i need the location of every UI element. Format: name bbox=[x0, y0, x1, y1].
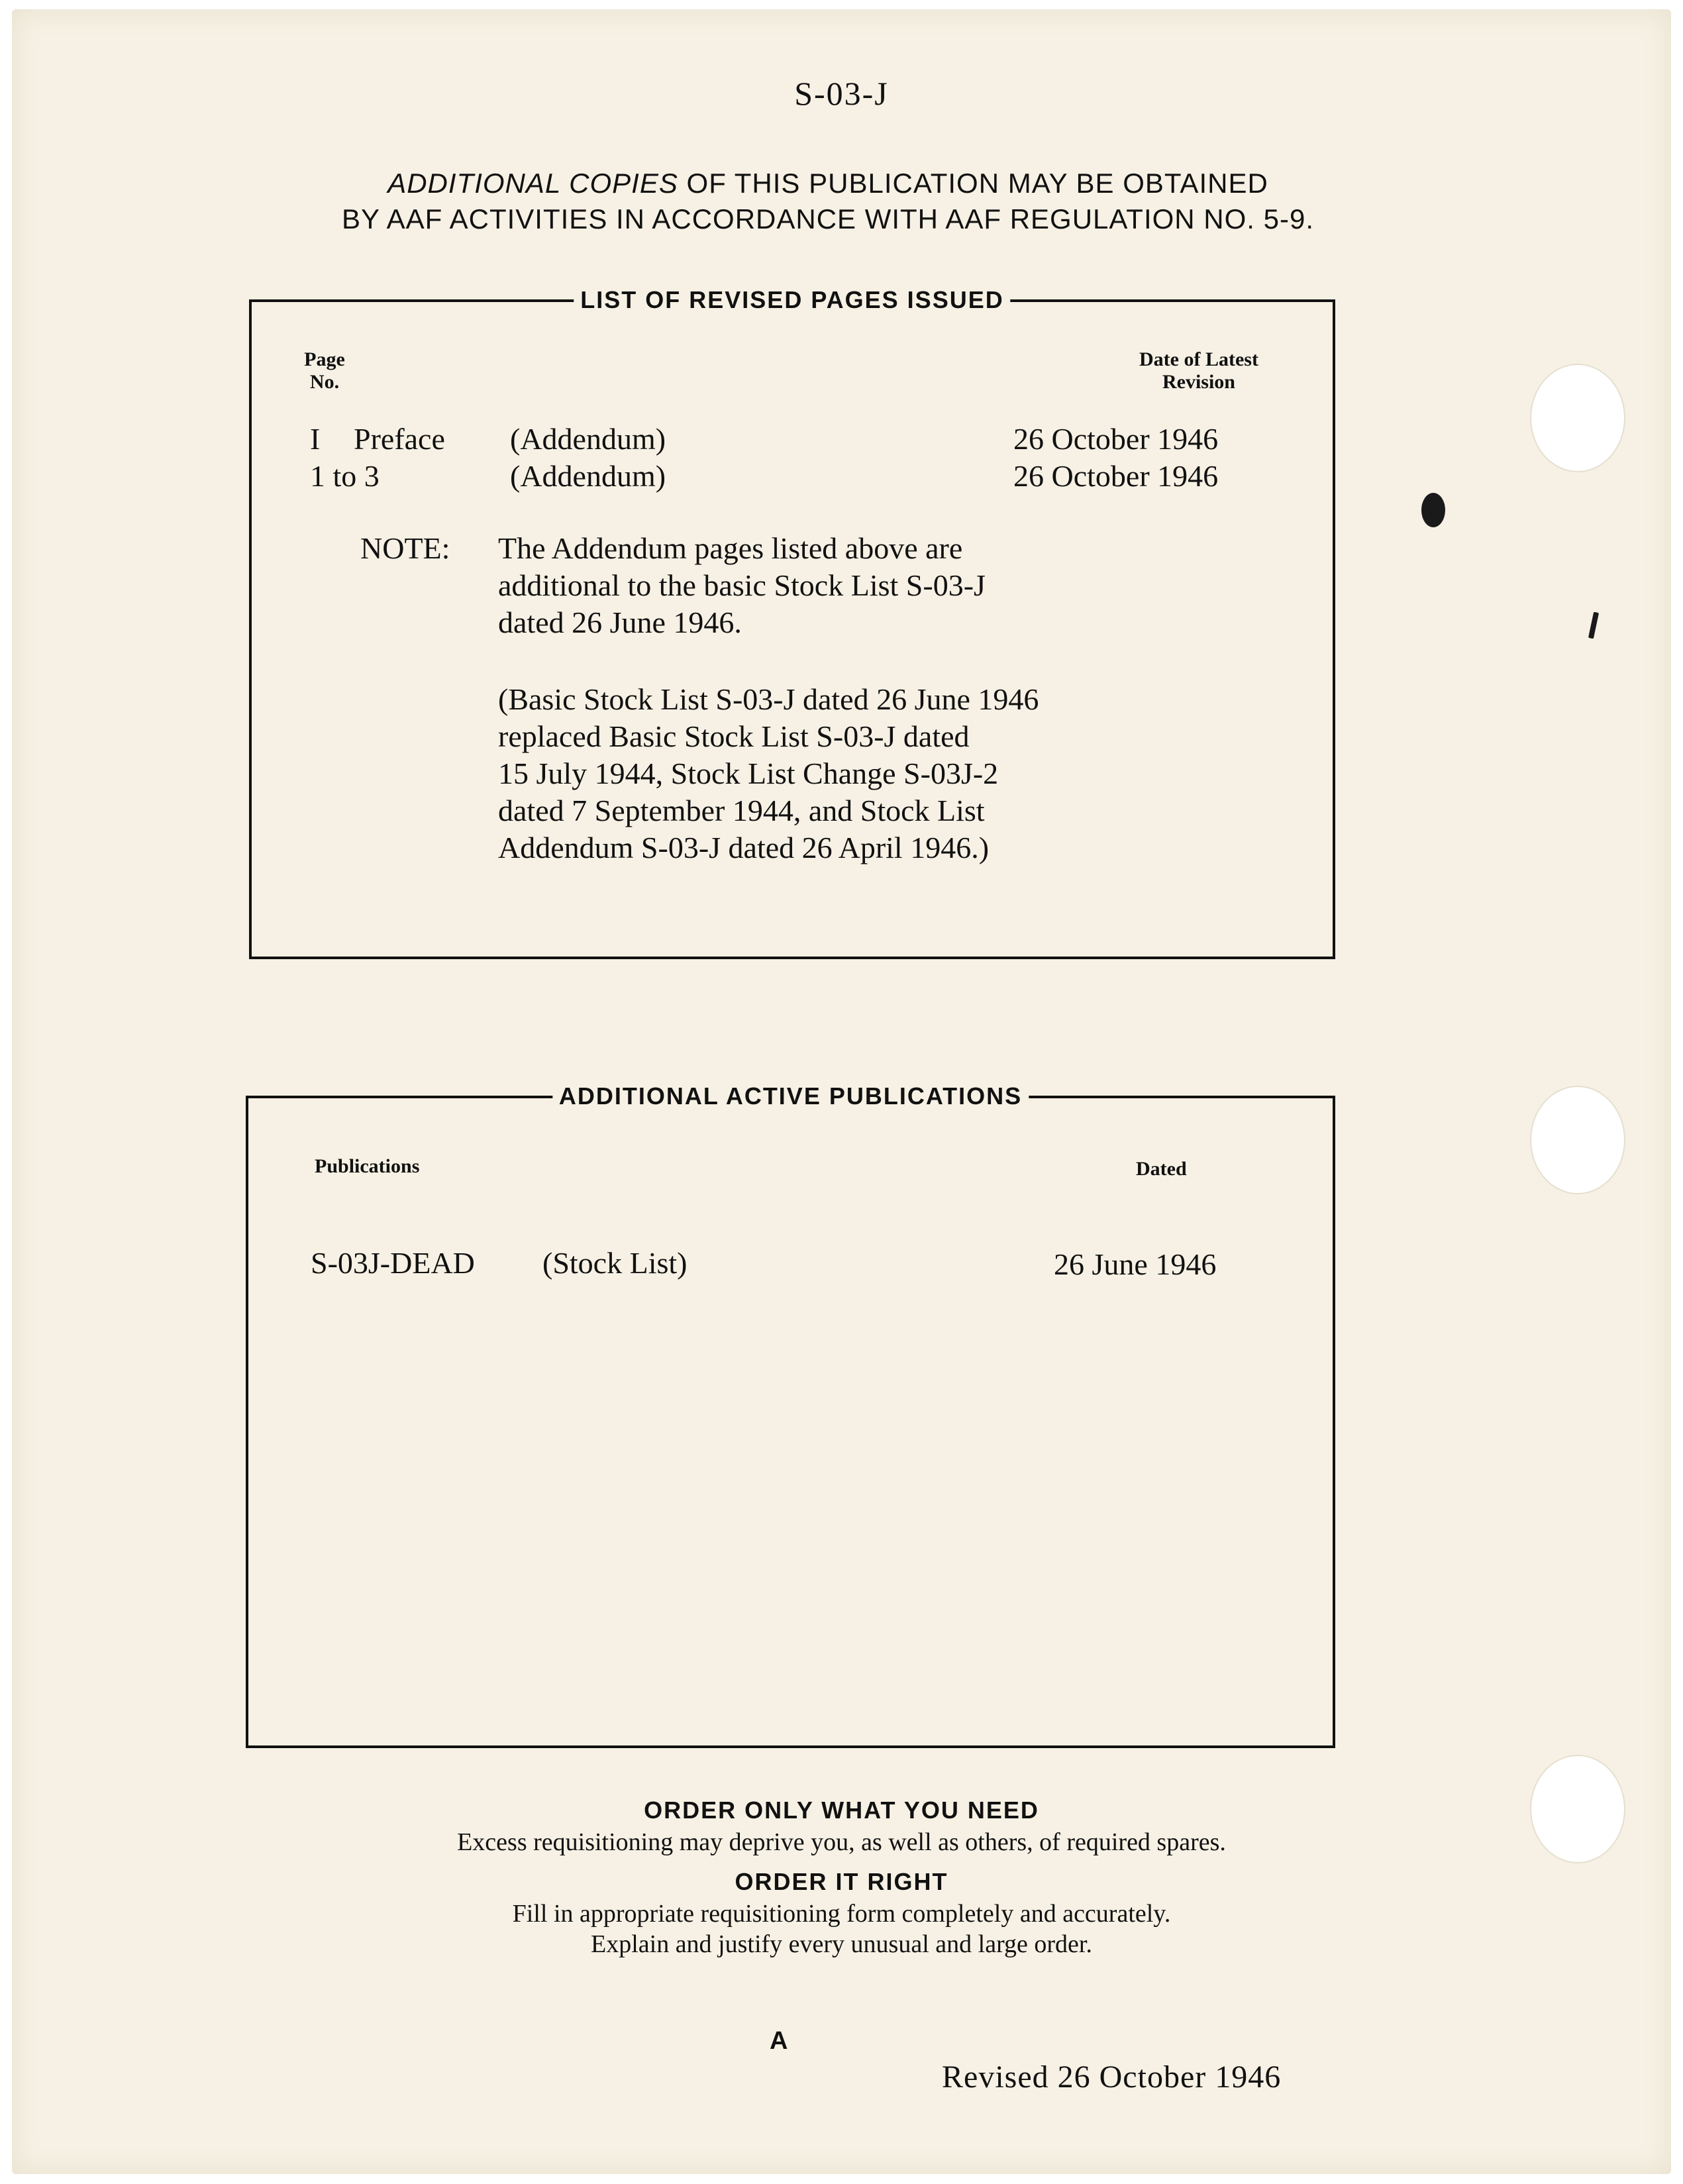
revised-row-page: I bbox=[310, 422, 321, 456]
binder-hole-top bbox=[1530, 364, 1625, 472]
revised-row-note: (Addendum) bbox=[510, 422, 666, 456]
revision-date: Revised 26 October 1946 bbox=[942, 2059, 1282, 2095]
order-title-need: ORDER ONLY WHAT YOU NEED bbox=[644, 1796, 1039, 1824]
col-date-header: Date of Latest Revision bbox=[1139, 348, 1258, 393]
note-text: The Addendum pages listed above are additional to the basic Stock List S-03-J dated 26 June 1946. bbox=[498, 531, 986, 639]
revised-pages-title: LIST OF REVISED PAGES ISSUED bbox=[574, 286, 1010, 314]
publication-number: S-03J-DEAD bbox=[311, 1246, 475, 1280]
ink-smudge bbox=[1421, 493, 1445, 527]
binder-hole-middle bbox=[1530, 1086, 1625, 1194]
revised-row-date: 26 October 1946 bbox=[1013, 459, 1219, 493]
revised-row-note: (Addendum) bbox=[510, 459, 666, 493]
revised-row-date: 26 October 1946 bbox=[1013, 422, 1219, 456]
revised-row bbox=[310, 421, 320, 456]
col-dated-header: Dated bbox=[1136, 1158, 1187, 1180]
additional-publications-box bbox=[246, 1082, 1335, 1748]
distribution-notice bbox=[285, 166, 1371, 237]
order-line-fill: Fill in appropriate requisitioning form completely and accurately. bbox=[512, 1900, 1171, 1928]
notice-italic: ADDITIONAL COPIES bbox=[387, 168, 678, 199]
page-letter: A bbox=[770, 2027, 788, 2055]
note-parenthetical: (Basic Stock List S-03-J dated 26 June 1946 replaced Basic Stock List S-03-J dated 15 July 1944, Stock List Change S-03J-2 dated 7 September 1944, and Stock List Addendum S-03-J dated 26 April 1946.) bbox=[498, 682, 1039, 864]
order-title-right: ORDER IT RIGHT bbox=[735, 1868, 948, 1895]
revised-row-page: 1 to 3 bbox=[310, 459, 380, 493]
publication-date: 26 June 1946 bbox=[1054, 1247, 1217, 1281]
col-publications-header: Publications bbox=[315, 1155, 420, 1177]
col-page-header: Page No. bbox=[304, 348, 345, 393]
order-line-excess: Excess requisitioning may deprive you, as well as others, of required spares. bbox=[457, 1828, 1226, 1856]
notice-line1: OF THIS PUBLICATION MAY BE OBTAINED bbox=[678, 168, 1268, 199]
publication-desc: (Stock List) bbox=[542, 1246, 688, 1280]
ink-mark bbox=[1588, 612, 1599, 639]
document-number: S-03-J bbox=[794, 75, 889, 112]
revised-row-desc: Preface bbox=[354, 422, 445, 456]
additional-publications-title: ADDITIONAL ACTIVE PUBLICATIONS bbox=[552, 1082, 1029, 1110]
revised-pages-box bbox=[249, 286, 1335, 959]
order-line-explain: Explain and justify every unusual and large order. bbox=[591, 1930, 1092, 1958]
note-label: NOTE: bbox=[360, 531, 450, 565]
order-guidance bbox=[0, 1796, 1683, 1959]
notice-line2: BY AAF ACTIVITIES IN ACCORDANCE WITH AAF REGULATION NO. 5-9. bbox=[341, 203, 1315, 234]
